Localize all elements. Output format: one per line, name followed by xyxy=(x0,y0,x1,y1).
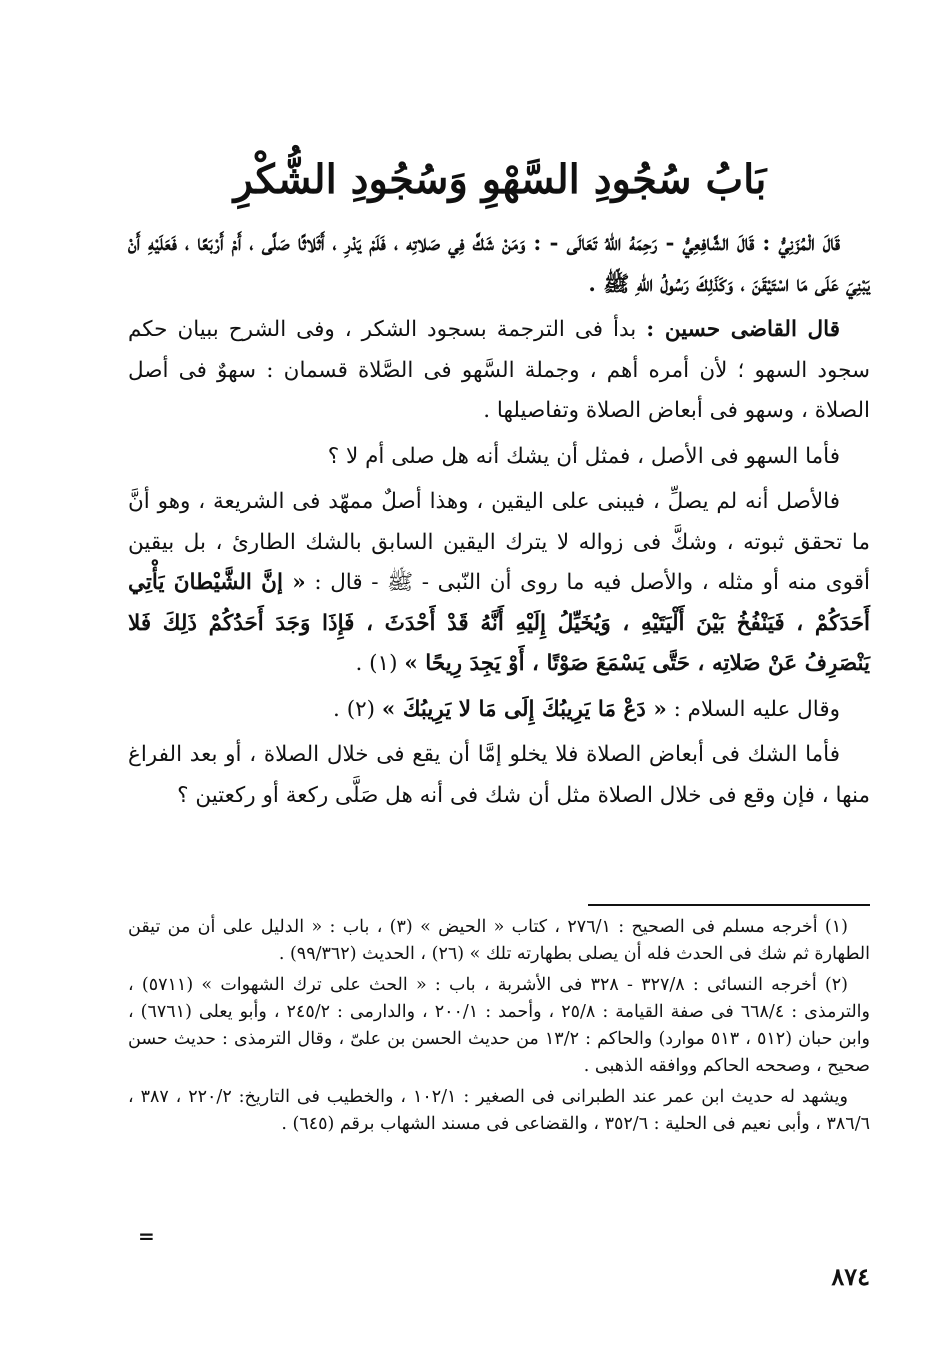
paragraph-text: فأما السهو فى الأصل ، فمثل أن يشك أنه هل صلى أم لا ؟ xyxy=(327,443,840,469)
footnote-continuation-mark: = xyxy=(138,1224,155,1248)
hadith-quote: « إنَّ الشَّيْطانَ يَأْتِي أَحَدَكُمْ ، فَيَنْفُخُ بَيْنَ أَلْيَتَيْهِ ، وَيُخَيِّلُ إِلَيْهِ أَنَّهُ قَدْ أَحْدَثَ ، فَإِذَا وَجَدَ أَحَدُكُمْ ذَلِكَ فَلا يَنْصَرِفُ عَنْ صَلاتِه ، حَتَّى يَسْمَعَ صَوْتًا ، أَوْ يَجِدَ رِيحًا » xyxy=(128,570,870,676)
footnote: ويشهد له حديث ابن عمر عند الطبرانى فى الصغير : ١٠٢/١ ، والخطيب فى التاريخ: ٢٢٠/٢ ، ٣٨٧ ، ٣٨٦/٦ ، وأبى نعيم فى الحلية : ٣٥٢/٦ ، والقضاعى فى مسند الشهاب برقم (٦٤٥) . xyxy=(128,1087,870,1134)
hadith-quote: « دَعْ مَا يَرِيبُكَ إِلَى مَا لا يَرِيبُكَ » xyxy=(381,696,667,722)
paragraph-text: وقال عليه السلام : xyxy=(673,696,840,722)
footnote-ref: (١) . xyxy=(355,651,398,676)
page-number: ٨٧٤ xyxy=(831,1262,870,1291)
muzani-quote-paragraph xyxy=(128,224,870,305)
paragraph-text: قَالَ الْمُزَنِيُّ : قَالَ الشَّافِعِيُّ - رَحِمَهُ اللهُ تَعَالَى - : وَمَنْ شَكَّ فِي صَلاتِه ، فَلَمْ يَدْرِ ، أَثَلاثًا صَلَّى ، أَمْ أَرْبَعًا ، فَعَلَيْهِ أَنْ يَبْنِيَ عَلَى مَا اسْتَيْقَنَ ، وَكَذَلِكَ رَسُولُ اللهِ ﷺ . xyxy=(128,231,870,297)
main-text xyxy=(128,224,870,821)
commentary-paragraph xyxy=(128,482,870,685)
footnote: (٢) أخرجه النسائى : ٣٢٧/٨ - ٣٢٨ فى الأشربة ، باب : « الحث على ترك الشهوات » (٥٧١١) ، والترمذى : ٦٦٨/٤ فى صفة القيامة : ٢٥/٨ ، وأحمد : ٢٠٠/١ ، والدارمى : ٢٤٥/٢ ، وأبو يعلى (٦٧٦١) ، وابن حبان (٥١٢ ، ٥١٣ موارد) والحاكم : ١٣/٢ من حديث الحسن بن علىّ ، وقال الترمذى : حديث حسن صحيح ، وصححه الحاكم ووافقه الذهبى . xyxy=(128,975,871,1076)
footnote-separator xyxy=(588,904,870,906)
footnote-ref: (٢) . xyxy=(333,696,376,722)
commentary-paragraph xyxy=(128,735,870,816)
commentary-paragraph xyxy=(128,690,870,731)
commentary-paragraph xyxy=(128,310,870,432)
paragraph-text: فأما الشك فى أبعاض الصلاة فلا يخلو إمَّا أن يقع فى خلال الصلاة ، أو بعد الفراغ منها ، فإن وقع فى خلال الصلاة مثل أن شك فى أنه هل صَلَّى ركعة أو ركعتين ؟ xyxy=(128,742,870,808)
paragraph-text: فالأصل أنه لم يصلِّ ، فيبنى على اليقين ، وهذا أصلٌ ممهّد فى الشريعة ، وهو أنَّ ما تحقق ثبوته ، وشكَّ فى زواله لا يترك اليقين السابق بالشك الطارئ ، بل بيقين أقوى منه أو مثله ، والأصل فيه ما روى أن النّبى - ﷺ - قال : xyxy=(128,489,870,595)
chapter-title: بَابُ سُجُودِ السَّهْوِ وَسُجُودِ الشُّكْرِ xyxy=(233,156,767,203)
speaker-lead: قال القاضى حسين : xyxy=(646,317,840,342)
footnote: (١) أخرجه مسلم فى الصحيح : ٢٧٦/١ ، كتاب « الحيض » (٣) ، باب : « الدليل على أن من تيقن الطهارة ثم شك فى الحدث فله أن يصلى بطهارته تلك » (٢٦) ، الحديث (٩٩/٣٦٢) . xyxy=(128,917,870,964)
commentary-paragraph xyxy=(128,437,870,478)
footnotes xyxy=(128,914,870,1142)
paragraph-text: بدأ فى الترجمة بسجود الشكر ، وفى الشرح ببيان حكم سجود السهو ؛ لأن أمره أهم ، وجملة السَّهو فى الصَّلاة قسمان : سهوٌ فى أصل الصلاة ، وسهو فى أبعاض الصلاة وتفاصيلها . xyxy=(128,317,870,423)
